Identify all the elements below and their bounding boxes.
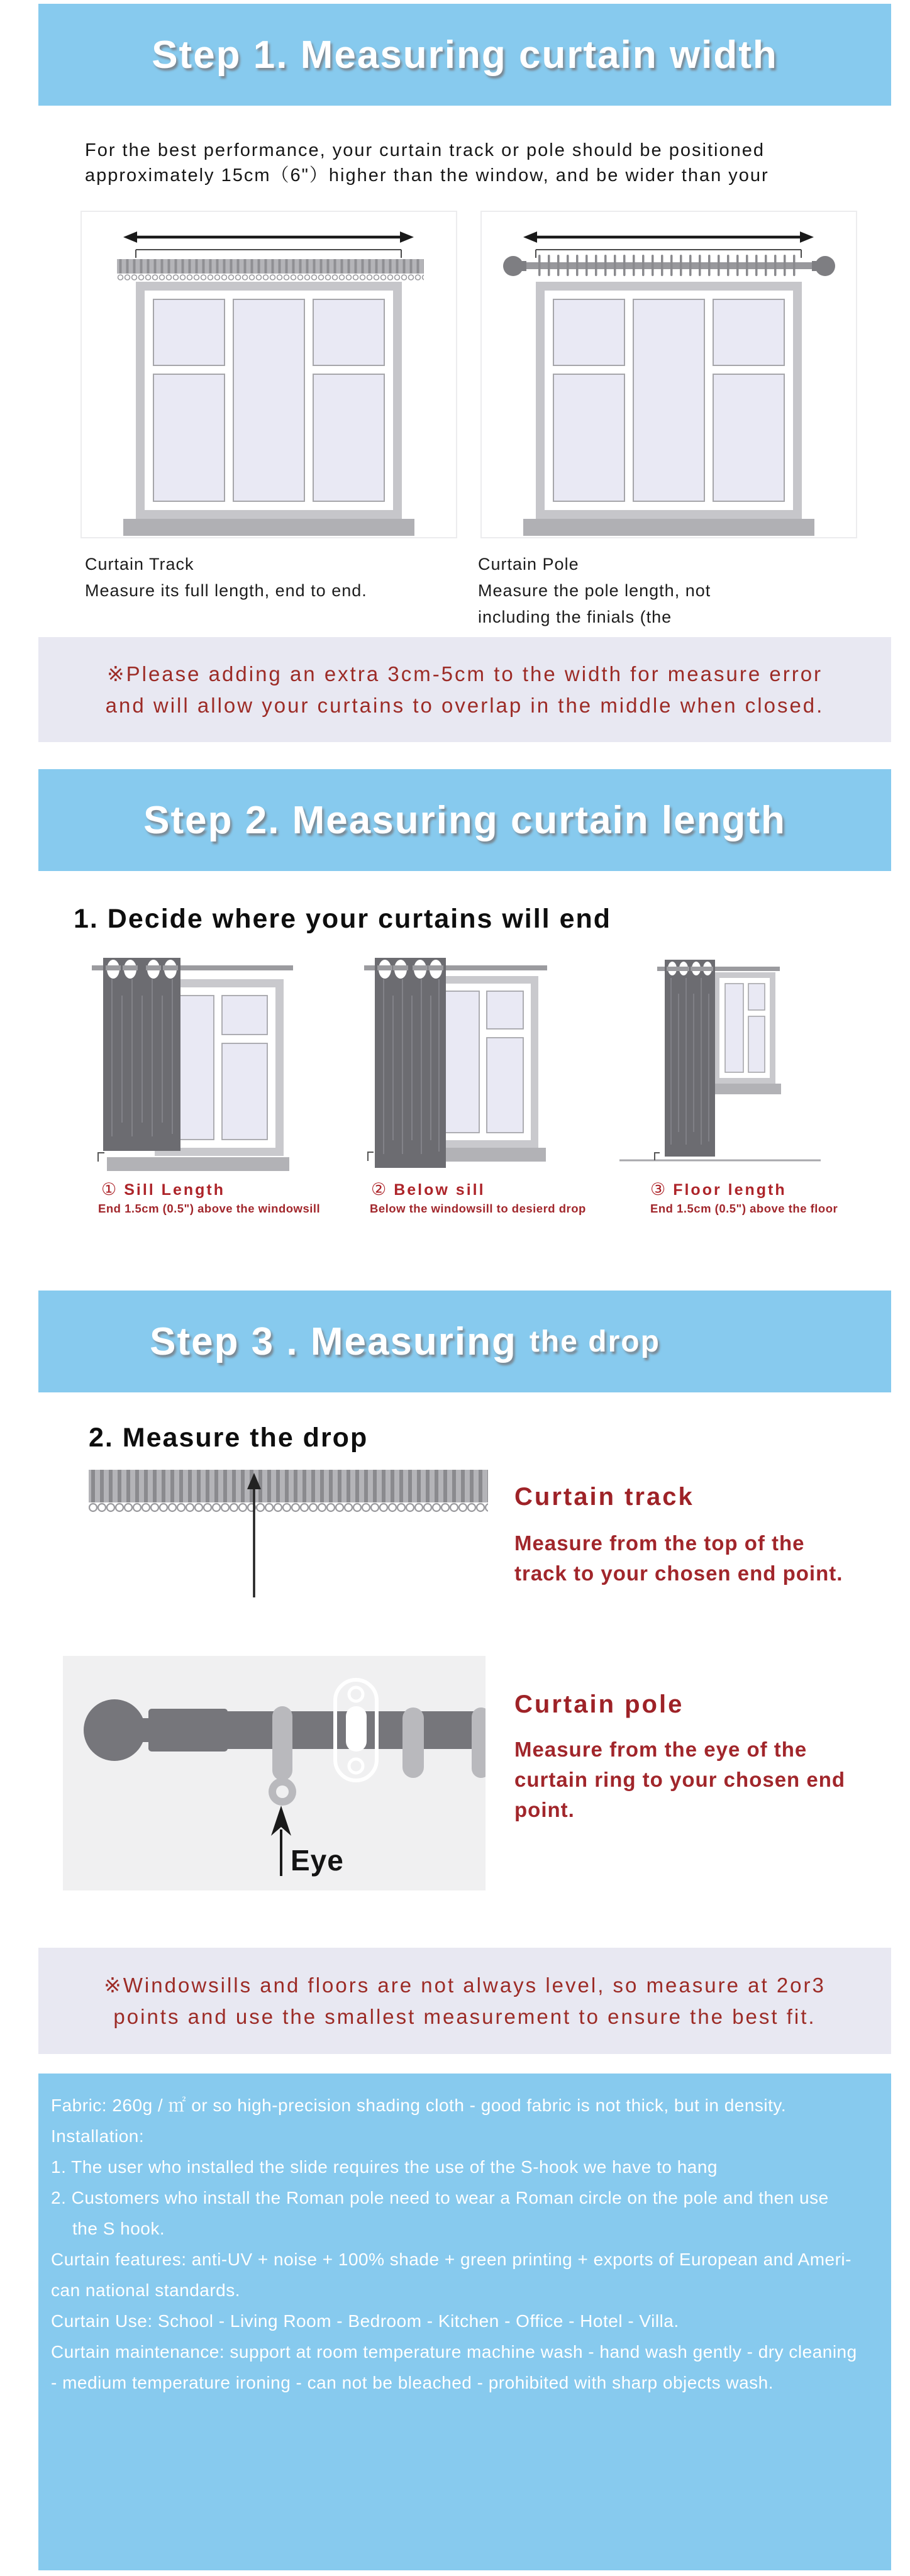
curtain-track xyxy=(117,259,424,283)
curtain xyxy=(665,960,715,1157)
track-caption xyxy=(85,551,367,604)
width-arrow xyxy=(123,231,414,258)
pole-caption-desc2: including the finials (the xyxy=(478,608,672,626)
circled-2-icon: ② xyxy=(371,1180,387,1199)
footer-line: Curtain maintenance: support at room temperature machine wash - hand wash gently - dry cleaning xyxy=(51,2342,857,2362)
window xyxy=(711,972,781,1094)
step1-intro-line2: approximately 15cm（6"）higher than the window, and be wider than your xyxy=(85,165,769,186)
pole-paragraph: Measure from the eye of the curtain ring to your chosen end point. xyxy=(514,1738,846,1821)
curtain-track-diagram xyxy=(82,212,456,537)
below-sill-drawing xyxy=(340,940,616,1179)
step1-banner-text: Step 1. Measuring curtain width xyxy=(152,33,778,77)
step2-banner xyxy=(38,769,891,871)
below-sill-diagram xyxy=(340,940,616,1179)
pole-caption-title: Curtain Pole xyxy=(478,555,579,574)
floor-length-diagram xyxy=(619,940,896,1179)
footer-line: - medium temperature ironing - can not be bleached - prohibited with sharp objects wash. xyxy=(51,2373,774,2392)
curtain xyxy=(103,958,180,1151)
sill-length-drawing xyxy=(60,940,337,1179)
pole-eye-diagram xyxy=(63,1656,486,1890)
window xyxy=(523,282,814,536)
step3-banner xyxy=(38,1291,891,1392)
curtain-pole xyxy=(503,255,835,276)
footer-line: 1. The user who installed the slide requires the use of the S-hook we have to hang xyxy=(51,2157,718,2177)
measure-mark xyxy=(655,1153,660,1160)
pole-eye-drawing xyxy=(63,1656,486,1890)
step1-banner xyxy=(38,4,891,106)
measure-mark xyxy=(98,1153,104,1162)
step1-intro-line1: For the best performance, your curtain track or pole should be positioned xyxy=(85,140,765,160)
footer-line: can national standards. xyxy=(51,2280,241,2300)
footer-line: Fabric: 260g / ㎡ or so high-precision shading cloth - good fabric is not thick, but in density. xyxy=(51,2096,787,2115)
pole-title: Curtain pole xyxy=(514,1690,684,1718)
circled-1-icon: ① xyxy=(101,1180,117,1199)
track-paragraph: Measure from the top of the track to your chosen end point. xyxy=(514,1531,843,1585)
measure-mark xyxy=(368,1152,374,1161)
curtain-ring xyxy=(402,1707,424,1778)
step1-intro xyxy=(85,138,769,188)
level-note-line1: ※Windowsills and floors are not always level, so measure at 2or3 xyxy=(104,1973,826,1997)
footer-line: the S hook. xyxy=(72,2219,165,2238)
curtain-ring xyxy=(472,1707,486,1778)
step2-banner-text: Step 2. Measuring curtain length xyxy=(143,798,786,842)
footer-line: Curtain Use: School - Living Room - Bedroom - Kitchen - Office - Hotel - Villa. xyxy=(51,2311,679,2331)
eye-label: Eye xyxy=(291,1844,344,1877)
option3-title: ③ Floor length xyxy=(650,1180,787,1199)
footer-line: Installation: xyxy=(51,2126,145,2146)
curtain xyxy=(375,958,446,1168)
width-note xyxy=(38,637,891,742)
decide-heading: 1. Decide where your curtains will end xyxy=(74,904,612,934)
eye-arrow xyxy=(271,1806,291,1876)
width-note-line2: and will allow your curtains to overlap in the middle when closed. xyxy=(105,693,824,717)
curtain-pole-window-panel xyxy=(480,211,857,538)
track-strip-drawing xyxy=(82,1465,497,1601)
option2-desc: Below the windowsill to desierd drop xyxy=(370,1202,586,1215)
track-caption-title: Curtain Track xyxy=(85,555,194,574)
floor-length-drawing xyxy=(619,940,896,1179)
track-title: Curtain track xyxy=(514,1483,694,1511)
width-arrow xyxy=(523,231,814,258)
curtain-pole-diagram xyxy=(482,212,856,537)
level-note xyxy=(38,1948,891,2054)
circled-3-icon: ③ xyxy=(650,1180,666,1199)
curtain-track-window-panel xyxy=(80,211,457,538)
sill-length-diagram xyxy=(60,940,337,1179)
option3-desc: End 1.5cm (0.5") above the floor xyxy=(650,1202,838,1215)
level-note-line2: points and use the smallest measurement to ensure the best fit. xyxy=(113,2004,816,2028)
window xyxy=(123,282,414,536)
footer-line: 2. Customers who install the Roman pole need to wear a Roman circle on the pole and then use xyxy=(51,2188,829,2207)
step3-banner-subtext: the drop xyxy=(529,1324,660,1358)
track-caption-desc: Measure its full length, end to end. xyxy=(85,581,367,600)
measure-drop-heading: 2. Measure the drop xyxy=(89,1423,369,1453)
eye-ring xyxy=(269,1706,296,1806)
product-info-footer xyxy=(38,2074,891,2570)
option2-title: ② Below sill xyxy=(371,1180,486,1199)
footer-line: Curtain features: anti-UV + noise + 100% shade + green printing + exports of European and Ameri- xyxy=(51,2250,852,2269)
step3-banner-text: Step 3 . Measuring xyxy=(150,1319,517,1363)
pole-caption-desc1: Measure the pole length, not xyxy=(478,581,711,600)
track-strip-diagram xyxy=(82,1465,497,1601)
pole-caption xyxy=(478,551,711,630)
option1-title: ① Sill Length xyxy=(101,1180,225,1199)
width-note-line1: ※Please adding an extra 3cm-5cm to the width for measure error xyxy=(106,662,823,686)
option1-desc: End 1.5cm (0.5") above the windowsill xyxy=(98,1202,321,1215)
